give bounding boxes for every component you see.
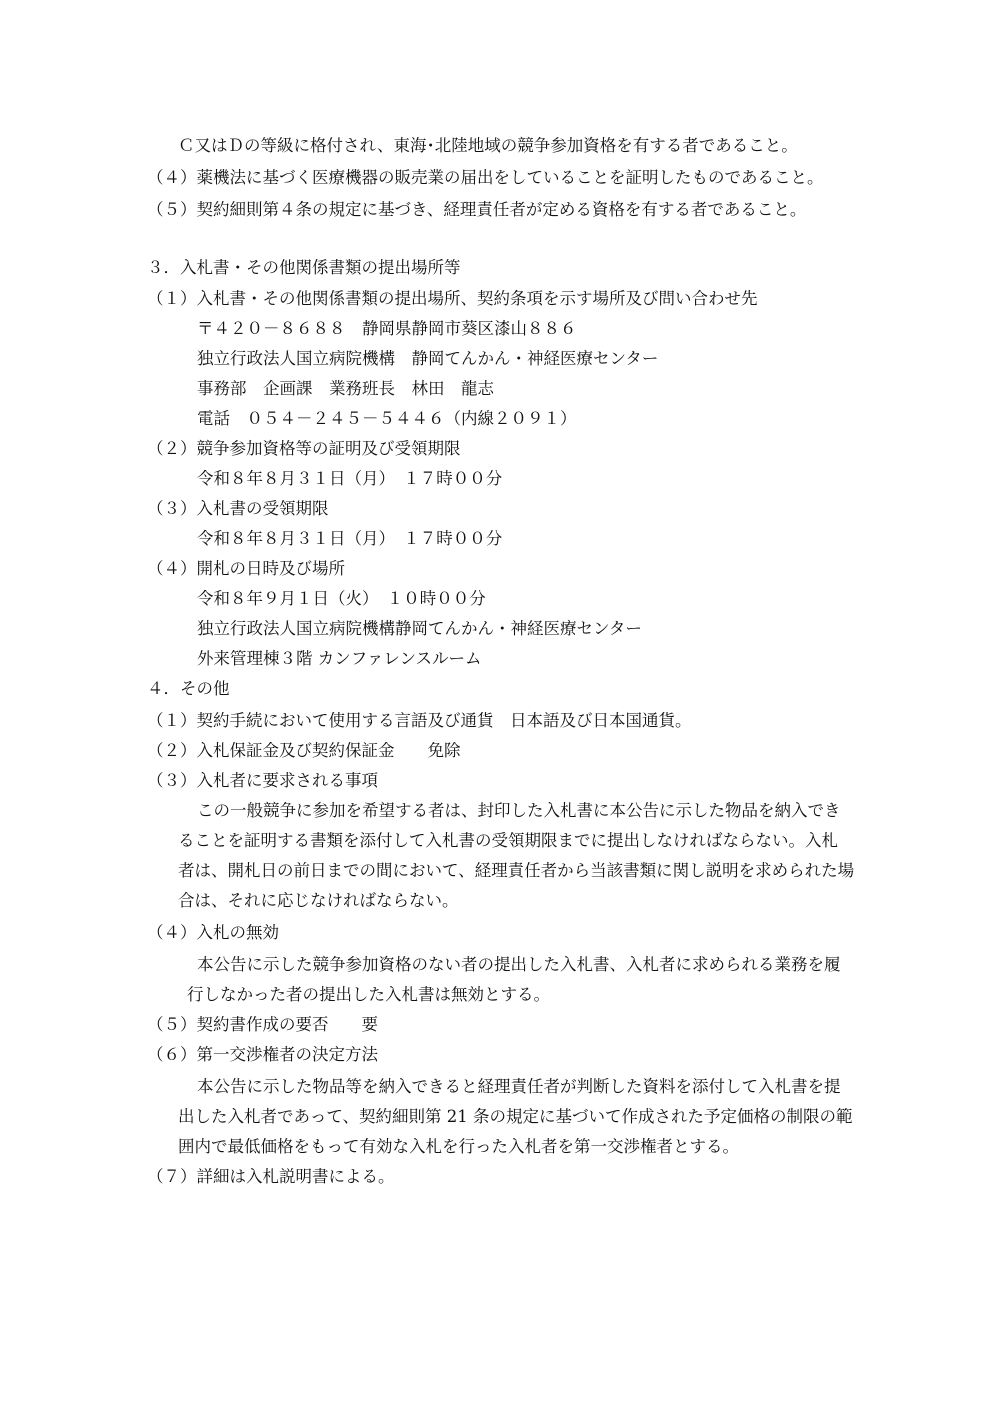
opening-place-room: 外来管理棟３階 カンファレンスルーム [197, 649, 482, 668]
clause-4-1: （１）契約手続において使用する言語及び通貨 日本語及び日本国通貨。 [147, 711, 692, 730]
paragraph-line: 囲内で最低価格をもって有効な入札を行った入札者を第一交渉権者とする。 [178, 1137, 739, 1156]
clause-3-2: （２）競争参加資格等の証明及び受領期限 [147, 439, 461, 458]
postal-address: 〒４２０－８６８８ 静岡県静岡市葵区漆山８８６ [197, 319, 577, 338]
paragraph-line: 本公告に示した物品等を納入できると経理責任者が判断した資料を添付して入札書を提 [197, 1077, 841, 1096]
section-4-heading: ４．その他 [147, 679, 230, 698]
clause-3-4: （４）開札の日時及び場所 [147, 559, 345, 578]
clause-4-7: （７）詳細は入札説明書による。 [147, 1167, 395, 1186]
paragraph-line: ることを証明する書類を添付して入札書の受領期限までに提出しなければならない。入札 [178, 831, 838, 850]
clause-2-5: （５）契約細則第４条の規定に基づき、経理責任者が定める資格を有する者であること。 [147, 200, 807, 219]
contact-person: 事務部 企画課 業務班長 林田 龍志 [197, 379, 494, 398]
paragraph-line: 行しなかった者の提出した入札書は無効とする。 [187, 985, 550, 1004]
clause-4-6: （６）第一交渉権者の決定方法 [147, 1045, 378, 1064]
opening-place-org: 独立行政法人国立病院機構静岡てんかん・神経医療センター [197, 619, 642, 638]
paragraph-line: この一般競争に参加を希望する者は、封印した入札書に本公告に示した物品を納入でき [197, 801, 841, 820]
clause-3-3: （３）入札書の受領期限 [147, 499, 329, 518]
section-3-heading: ３．入札書・その他関係書類の提出場所等 [147, 258, 461, 277]
deadline-date: 令和８年８月３１日（月） １７時００分 [197, 469, 503, 488]
clause-4-4: （４）入札の無効 [147, 923, 279, 942]
phone-number: 電話 ０５４－２４５－５４４６（内線２０９１） [197, 409, 577, 428]
clause-4-2: （２）入札保証金及び契約保証金 免除 [147, 741, 461, 760]
paragraph-line: 合は、それに応じなければならない。 [178, 891, 459, 910]
clause-3-1: （１）入札書・その他関係書類の提出場所、契約条項を示す場所及び問い合わせ先 [147, 289, 758, 308]
clause-4-3: （３）入札者に要求される事項 [147, 771, 378, 790]
organization-name: 独立行政法人国立病院機構 静岡てんかん・神経医療センター [197, 349, 659, 368]
paragraph-line: 出した入札者であって、契約細則第 21 条の規定に基づいて作成された予定価格の制限の範 [178, 1107, 853, 1126]
opening-date: 令和８年９月１日（火） １０時００分 [197, 589, 486, 608]
paragraph-line: 者は、開札日の前日までの間において、経理責任者から当該書類に関し説明を求められた場 [178, 861, 855, 880]
text-line: Ｃ又はＤの等級に格付され、東海･北陸地域の競争参加資格を有する者であること。 [178, 136, 798, 155]
bid-deadline-date: 令和８年８月３１日（月） １７時００分 [197, 529, 503, 548]
clause-2-4: （４）薬機法に基づく医療機器の販売業の届出をしていることを証明したものであること。 [147, 168, 824, 187]
paragraph-line: 本公告に示した競争参加資格のない者の提出した入札書、入札者に求められる業務を履 [197, 955, 841, 974]
clause-4-5: （５）契約書作成の要否 要 [147, 1015, 378, 1034]
